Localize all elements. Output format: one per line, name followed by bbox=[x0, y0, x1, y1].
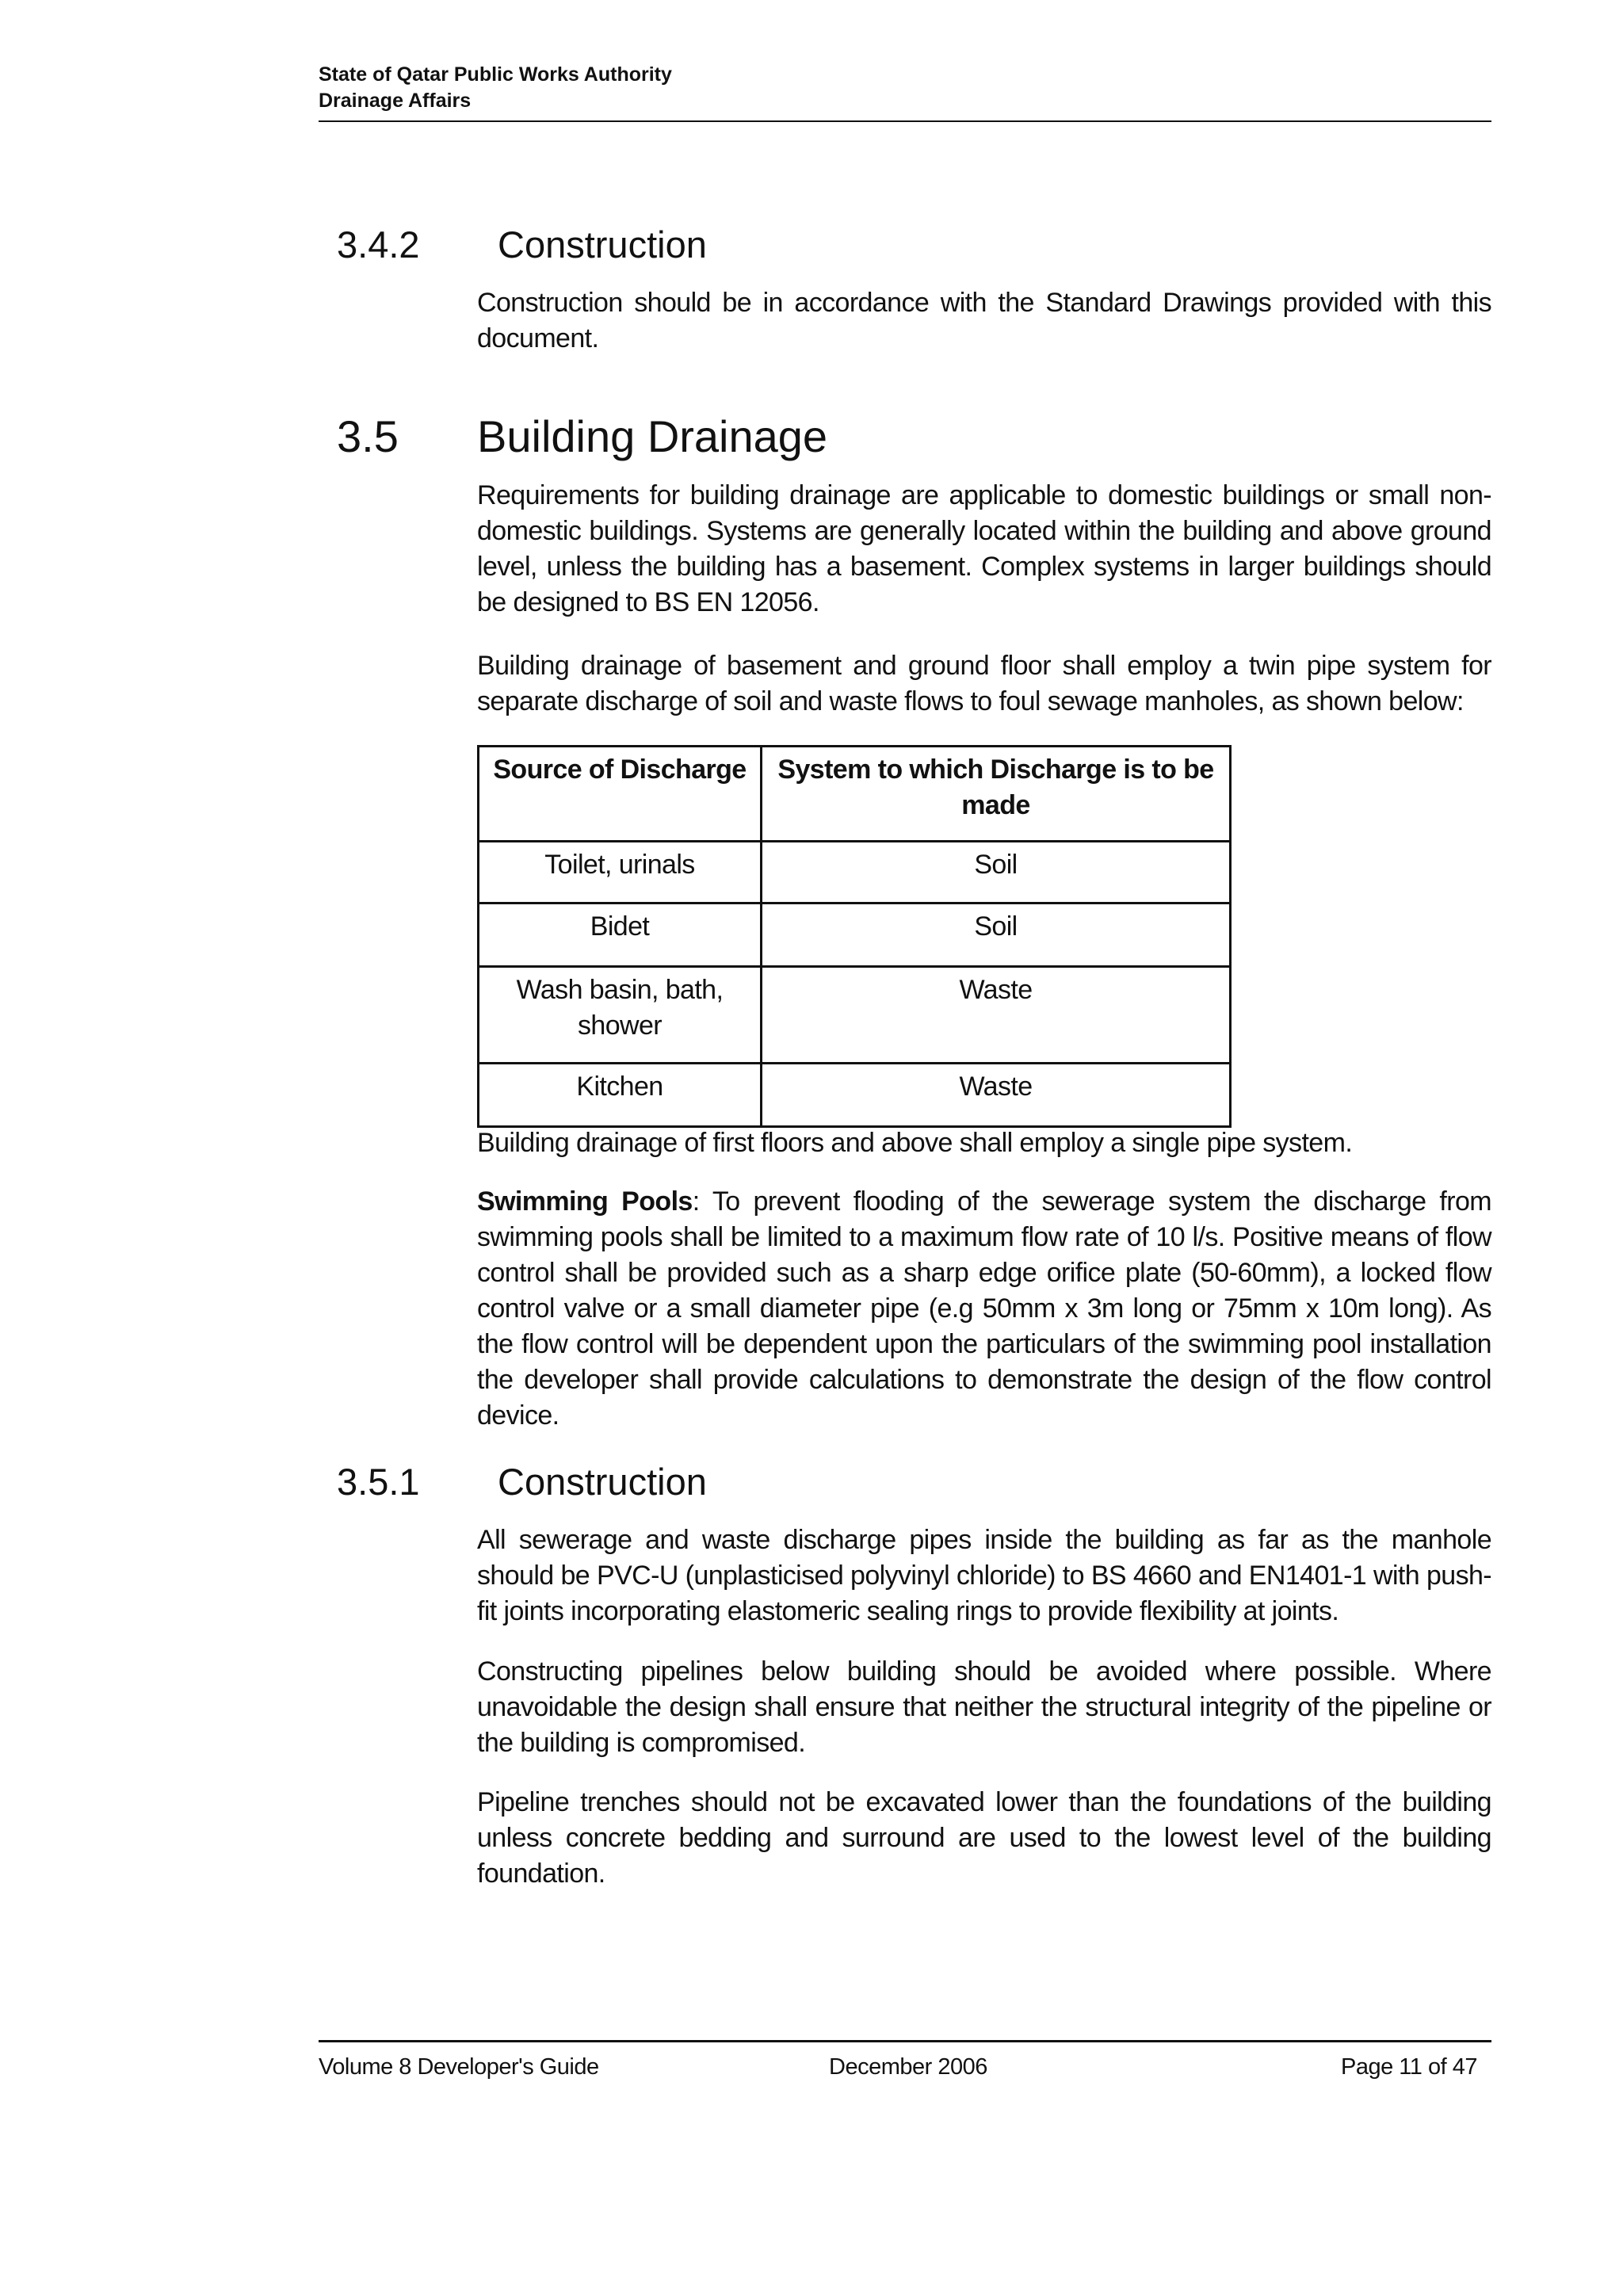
section-351-number: 3.5.1 bbox=[337, 1461, 420, 1503]
swimming-pools-label: Swimming Pools bbox=[477, 1186, 693, 1217]
footer-divider bbox=[319, 2040, 1491, 2042]
section-351-paragraph-3: Pipeline trenches should not be excavated lower than the foundations of the building unless concrete bedding and surround are used to the lowest level of the building foundation. bbox=[477, 1787, 1491, 1889]
table-header-source: Source of Discharge bbox=[479, 747, 762, 842]
table-cell-source: Bidet bbox=[479, 904, 762, 967]
header-department: Drainage Affairs bbox=[319, 90, 472, 112]
section-35-paragraph-3: Building drainage of first floors and above shall employ a single pipe system. bbox=[477, 1128, 1353, 1158]
header-divider bbox=[319, 120, 1491, 122]
footer-document-title: Volume 8 Developer's Guide bbox=[319, 2054, 599, 2080]
table-cell-system: Soil bbox=[762, 904, 1231, 967]
section-35-title: Building Drainage bbox=[477, 411, 828, 461]
table-cell-source: Wash basin, bath, shower bbox=[479, 967, 762, 1064]
section-351-paragraph-2: Constructing pipelines below building should be avoided where possible. Where unavoidable the design shall ensure that neither the structural integrity of the pipeline or the building is compromised. bbox=[477, 1656, 1491, 1758]
table-header-row bbox=[479, 747, 1231, 842]
header-organization: State of Qatar Public Works Authority bbox=[319, 63, 672, 86]
section-342-number: 3.4.2 bbox=[337, 223, 420, 266]
page-header bbox=[319, 62, 1491, 114]
section-342-title: Construction bbox=[498, 223, 707, 266]
footer-page-number: Page 11 of 47 bbox=[1341, 2054, 1477, 2080]
table-row bbox=[479, 842, 1231, 904]
discharge-table bbox=[477, 745, 1232, 1128]
table-row bbox=[479, 1064, 1231, 1127]
section-342-paragraph: Construction should be in accordance with the Standard Drawings provided with this document. bbox=[477, 288, 1491, 353]
table-cell-system: Waste bbox=[762, 1064, 1231, 1127]
table-header-system: System to which Discharge is to be made bbox=[762, 747, 1231, 842]
section-35-paragraph-1: Requirements for building drainage are applicable to domestic buildings or small non-domestic buildings. Systems are generally located within the building and above ground level, unless the building has a basement. Complex systems in larger buildings should be designed to BS EN 12056. bbox=[477, 480, 1491, 617]
table-cell-system: Waste bbox=[762, 967, 1231, 1064]
section-351-paragraph-1: All sewerage and waste discharge pipes inside the building as far as the manhole should be PVC-U (unplasticised polyvinyl chloride) to BS 4660 and EN1401-1 with push-fit joints incorporating elastomeric sealing rings to provide flexibility at joints. bbox=[477, 1525, 1491, 1626]
table-cell-source: Kitchen bbox=[479, 1064, 762, 1127]
table-row bbox=[479, 967, 1231, 1064]
section-35-paragraph-2: Building drainage of basement and ground floor shall employ a twin pipe system for separate discharge of soil and waste flows to foul sewage manholes, as shown below: bbox=[477, 651, 1491, 716]
footer-date: December 2006 bbox=[829, 2054, 987, 2080]
section-35-swimming-pools-paragraph bbox=[477, 1184, 1491, 1434]
swimming-pools-text: : To prevent flooding of the sewerage system the discharge from swimming pools shall be limited to a maximum flow rate of 10 l/s. Positive means of flow control shall be provided such as a sharp edge orifice plate (50-60mm), a locked flow control valve or a small diameter pipe (e.g 50mm x 3m long or 75mm x 10m long). As the flow control will be dependent upon the particulars of the swimming pool installation the developer shall provide calculations to demonstrate the design of the flow control device. bbox=[477, 1186, 1491, 1431]
section-35-number: 3.5 bbox=[337, 411, 399, 461]
table-cell-system: Soil bbox=[762, 842, 1231, 904]
table-cell-source: Toilet, urinals bbox=[479, 842, 762, 904]
table-row bbox=[479, 904, 1231, 967]
section-351-title: Construction bbox=[498, 1461, 707, 1503]
